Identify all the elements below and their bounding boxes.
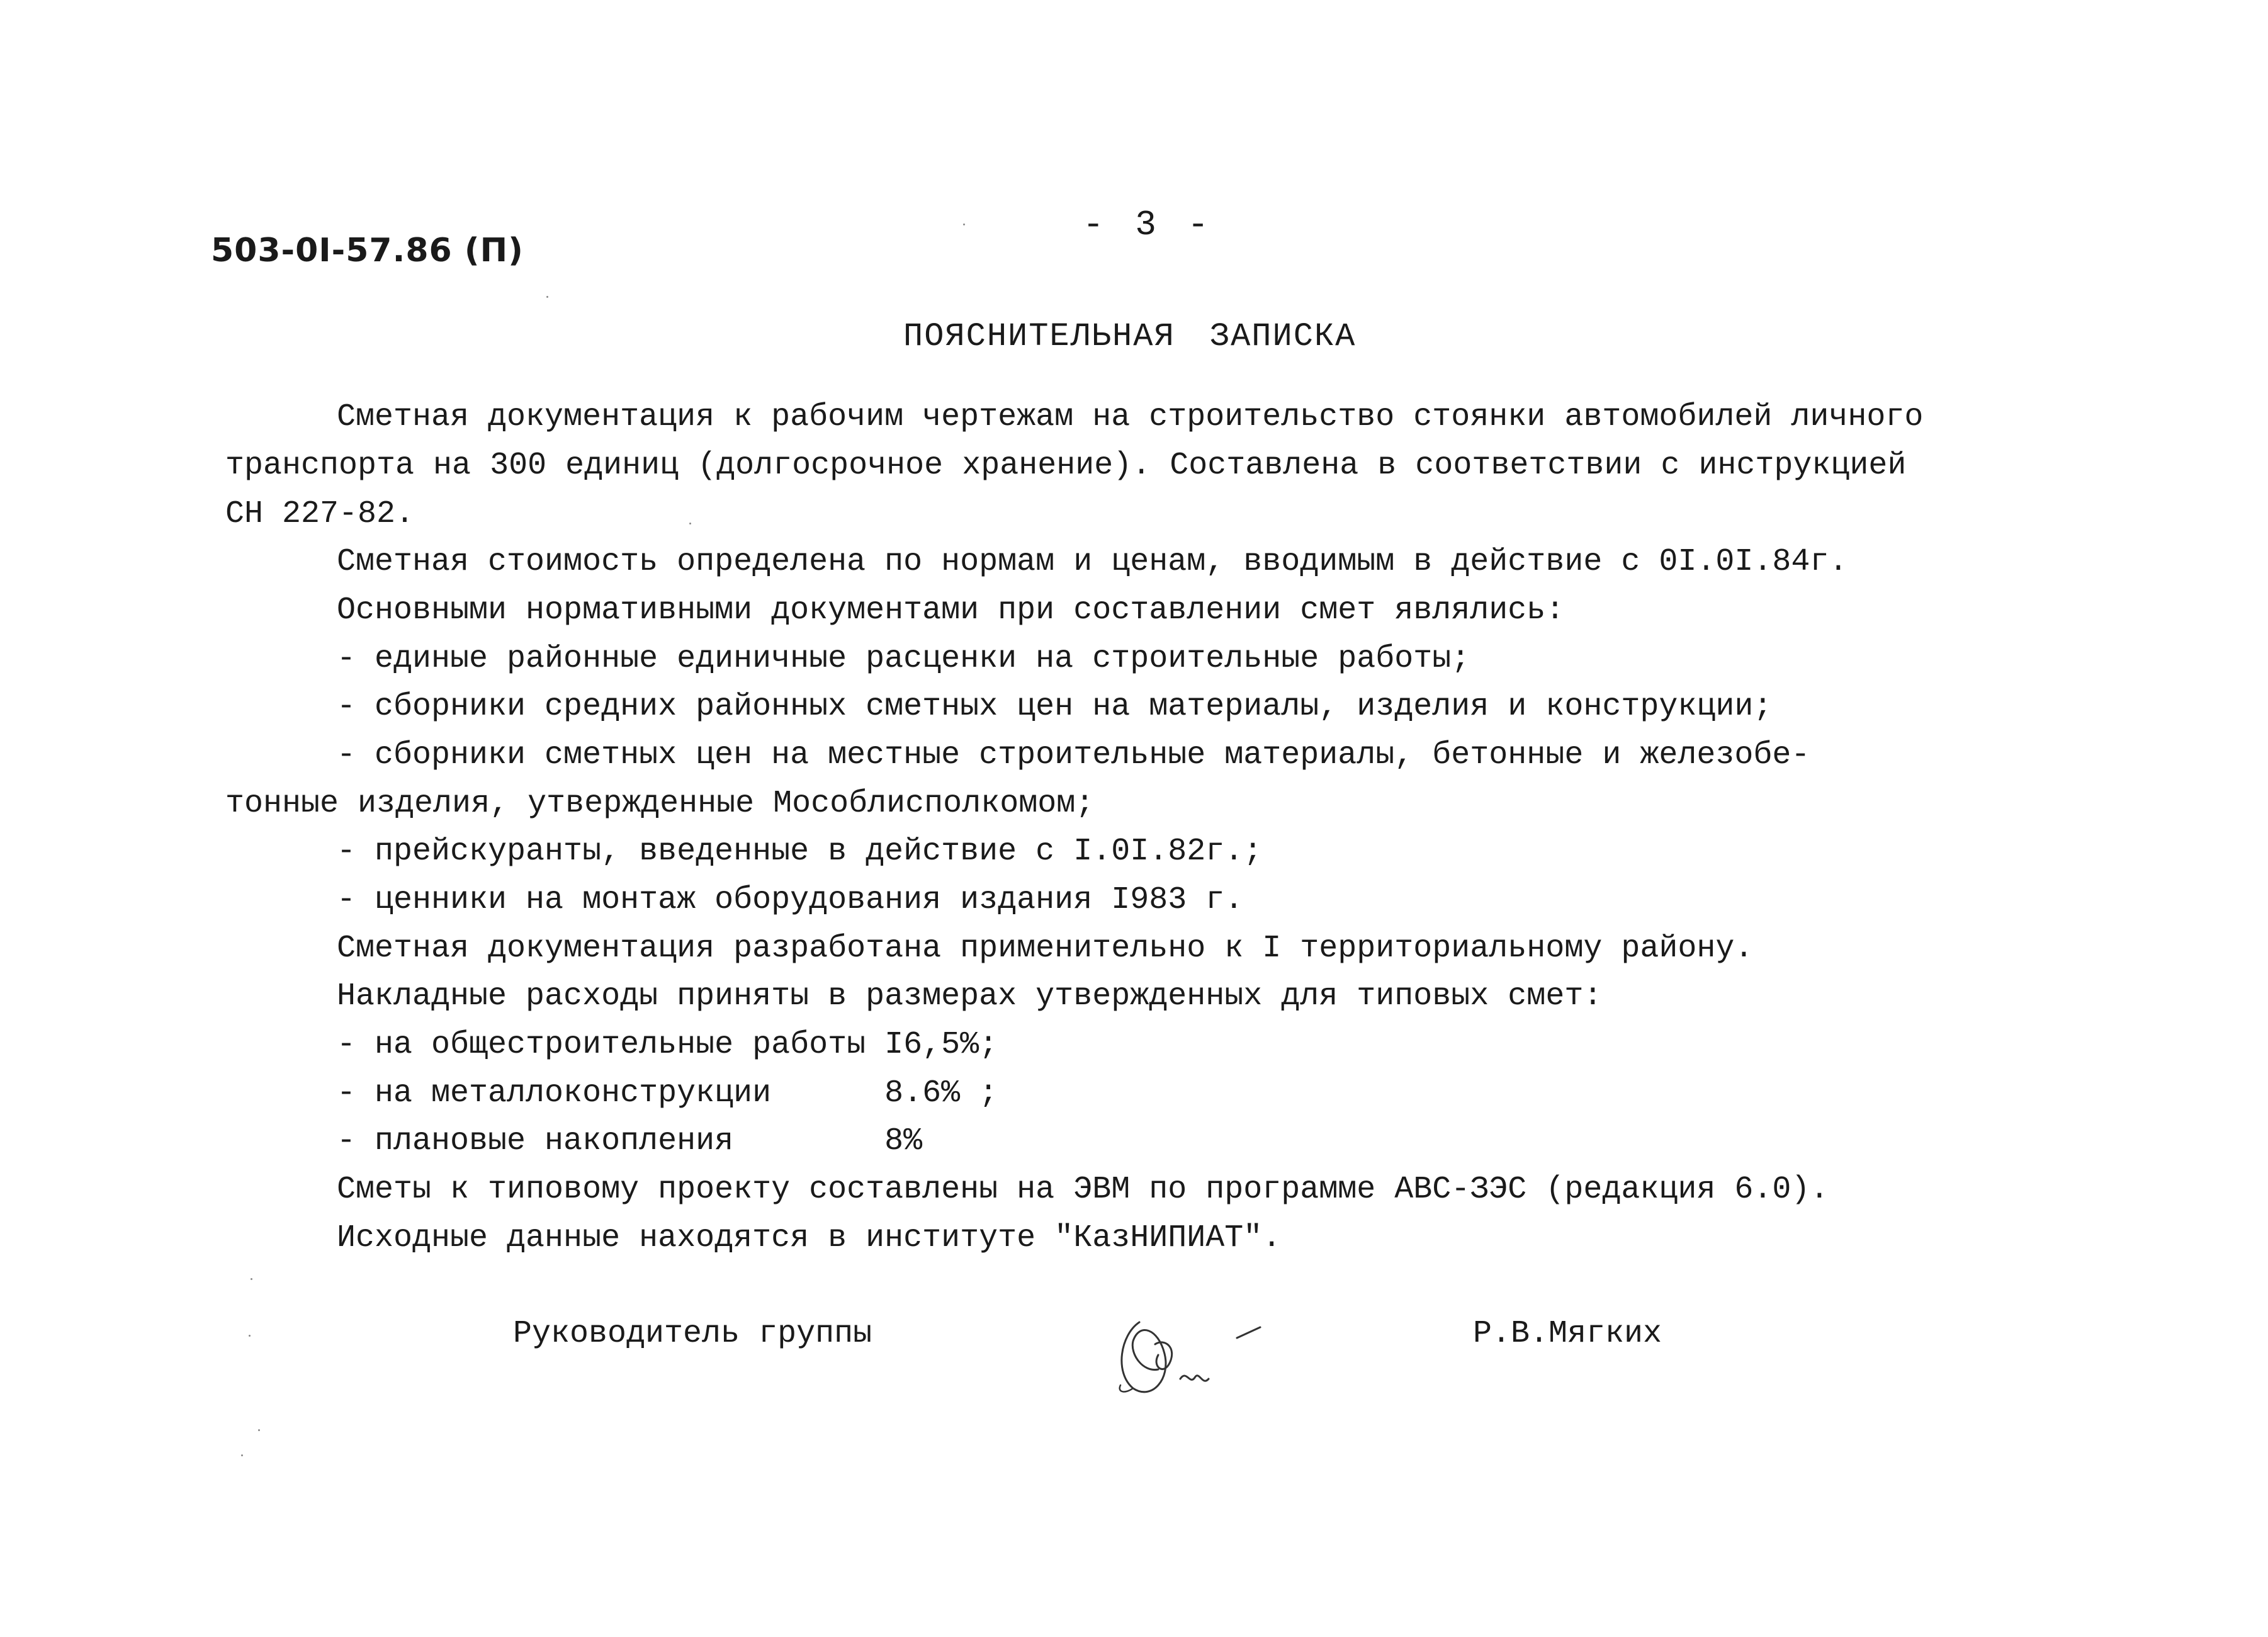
body-line: Сметная документация к рабочим чертежам на строительство стоянки автомобилей личного [337,399,1924,435]
body-line: Исходные данные находятся в институте "КазНИПИАТ". [337,1220,1282,1256]
scan-speck [241,1454,243,1456]
scan-speck [258,1429,260,1431]
body-line: Сметная документация разработана применительно к I территориальному району. [337,931,1754,966]
handwritten-signature [1095,1284,1272,1410]
body-line: Сметная стоимость определена по нормам и ценам, вводимым в действие с 0I.0I.84г. [337,544,1848,580]
list-item: - ценники на монтаж оборудования издания I983 г. [337,882,1244,918]
scan-speck [251,1278,252,1280]
list-item: - прейскуранты, введенные в действие с I.0I.82г.; [337,834,1263,869]
page-number: - 3 - [1083,205,1214,245]
list-item: - единые районные единичные расценки на строительные работы; [337,641,1470,677]
body-line: Основными нормативными документами при составлении смет являлись: [337,592,1565,628]
page-title: ПОЯСНИТЕЛЬНАЯ ЗАПИСКА [903,318,1357,355]
list-item: - сборники сметных цен на местные строительные материалы, бетонные и железобе- [337,737,1810,773]
body-line: Накладные расходы приняты в размерах утвержденных для типовых смет: [337,978,1603,1014]
list-item: - на металлоконструкции 8.6% ; [337,1075,998,1111]
body-line: Сметы к типовому проекту составлены на ЭВМ по программе АВС-ЗЭС (редакция 6.0). [337,1172,1829,1208]
list-item: - плановые накопления 8% [337,1123,923,1159]
scan-speck [963,224,965,225]
scan-speck [249,1335,251,1337]
body-line: СН 227-82. [225,496,415,532]
document-code: 503-0I-57.86 (П) [211,232,524,269]
list-item: - сборники средних районных сметных цен на материалы, изделия и конструкции; [337,689,1773,725]
scan-speck [689,523,691,524]
signer-name: Р.В.Мягких [1473,1316,1662,1352]
list-item-continuation: тонные изделия, утвержденные Мособлисполкомом; [225,786,1095,822]
scan-speck [546,296,548,298]
list-item: - на общестроительные работы I6,5%; [337,1027,998,1063]
body-line: транспорта на 300 единиц (долгосрочное хранение). Составлена в соответствии с инструкцией [225,448,1907,484]
signer-role: Руководитель группы [513,1316,872,1352]
